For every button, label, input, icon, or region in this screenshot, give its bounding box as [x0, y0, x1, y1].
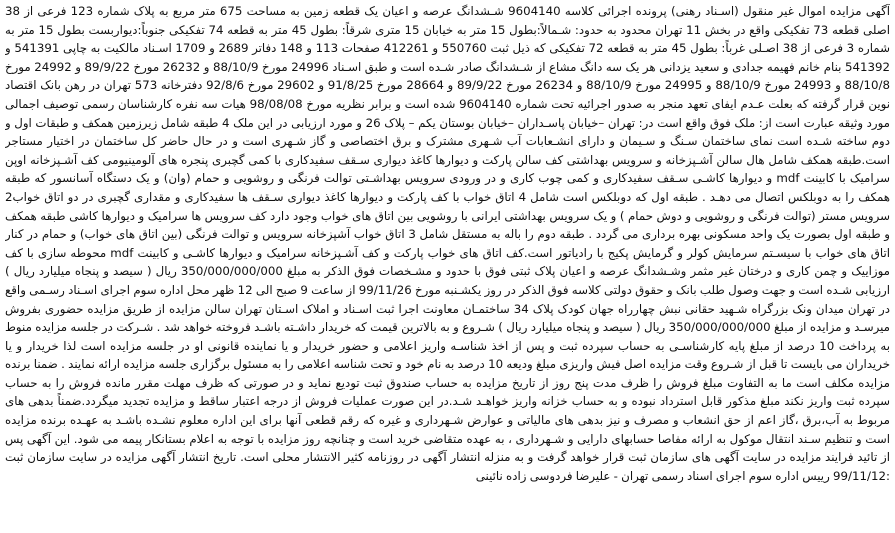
- auction-notice-body: آگهی مزایده اموال غیر منقول (اسـناد رهنی) پرونده اجرائی کلاسه 9604140 شـشدانگ عرصه و اعیان یک قطعه زمین به مساحت 675 متر مربع به پلاک شماره 123 فرعی از 38 اصلی قطعه 73 تفکیکی واقع در بخش 11 تهران محدود به حدود: شـمالاً:بطول 15 متر به خیابان 15 متری شرقاً: بطول 45 متر به قطعه 74 تفکیکی جنوباً:دیواربست بطول 15 متر به شماره 3 فرعی از 38 اصـلی غرباً: بطول 45 متر به قطعه 72 تفکیکی که ذیل ثبت 550760 و 412261 صفحات 113 و 148 دفاتر 2689 و 1709 اسـناد مالکیت به چاپی 541391 و 541392 بنام خانم فهیمه جدادی و سعید یزدانی هر یک سه دانگ مشاع از شـشدانگ صادر شـده است و طبق اسـناد 24996 مورخ 88/10/9 و 26232 مورخ 89/9/22 و 24992 مورخ 88/10/8 و 24993 مورخ 88/10/9 و 24995 مورخ 88/10/9 و 26234 مورخ 89/9/22 و 28664 مورخ 91/8/25 و 29602 مورخ 92/8/6 دفترخانه 573 تهران در رهن بانک اقتصاد نوین قرار گرفته که بعلت عـدم ایفای تعهد منجر به صدور اجرائیه تحت شماره 9604140 شده است و برابر نظریه مورخ 98/08/08 هیات سه نفره کارشناسان رسمی توصیف اجمالی مورد وثیقه عبارت است از: ملک فوق واقع است در: تهران –خیابان پاسـداران –خیابان بوستان یکم – پلاک 26 و مورد ارزیابی در این ملک 4 طبقه شامل زیرزمین همکف و طبقات اول و دوم ساخته شـده است نمای ساختمان سـنگ و سـیمان و دارای انشـعابات آب شـهری مشترک و برق اختصاصی و گاز شـهری است و در حال حاضر کل ساختمان در اختیار مستاجر است.طبقه همکف شامل هال سالن آشـپزخانه و سرویس بهداشتی کف سالن پارکت و دیوارها کاغذ دیواری سـقف سفیدکاری با کمی گچبری پنجره های آلومینیومی کف آشـپزخانه اوپن سرامیک با کابینت mdf و دیوارها کاشـی سـقف سفیدکاری و کمی چوب کاری و در ورودی سرویس بهداشـتی توالت فرنگی و روشویی و حمام (وان) و یک دستگاه آسانسور که طبقه همکف را به دوبلکس اتصال می دهـد . طبقه اول که دوبلکس است شامل 4 اتاق خواب با کف پارکت و دیوارها کاغذ دیواری سـقف ها سفیدکاری و مقداری گچبری در دو اتاق خواب2 سرویس مستر (توالت فرنگی و روشویی و دوش حمام ) و یک سرویس بهداشتی ایرانی با روشویی بین اتاق های خواب وجود دارد کف سرویس ها سرامیک و دیوارها کاشی طبقه همکف و طبقه اول بصورت یک واحد مسکونی بهره برداری می گردد . طبقه دوم را باله به مستقل شامل 3 اتاق خواب آشپزخانه سرویس و توالت فرنگی (بین اتاق های خواب) و حمام در کنار اتاق های خواب با سیسـتم سرمایش کولر و گرمایش پکیج با رادیاتور است.کف اتاق های خواب پارکت و کف آشـپزخانه سرامیک و دیوارها کاشـی و کابینت mdf محوطه سازی با کف موزاییک و چمن کاری و درختان غیر مثمر وشـشدانگ عرصه و اعیان پلاک ثبتی فوق با حدود و مشـخصات فوق الذکر به مبلغ 350/000/000/000 ریال ( سیصد و پنجاه میلیارد ریال ) ارزیابی شـده است و جهت وصول طلب بانک و حقوق دولتی کلاسه فوق الذکر در روز یکشـنبه مورخ 99/11/26 از ساعت 9 صبح الی 12 ظهر محل اداره سوم اجرای اسـناد رسـمی واقع در تهران میدان ونک بزرگراه شـهید حقانی نبش چهارراه جهان کودک پلاک 34 ساختمـان معاونت اجرا ثبت اسـناد و املاک اسـتان تهران سالن مزایده از طریق مزایده حضوری بفروش میرسـد و مزایده از مبلغ 350/000/000/000 ریال ( سیصد و پنجاه میلیارد ریال ) شـروع و به بالاترین قیمت که خریدار داشـته باشـد فروخته خواهد شد . شـرکت در جلسه مزایده منوط به پرداخت 10 درصد از مبلغ پایه کارشناسـی به حساب سپرده ثبت و پس از اخذ شناسـه واریز اعلامی و حضور خریدار و یا نماینده قانونی او در جلسه مزایده است لذا خریدار و یا خریداران می بایست تا قبل از شـروع وقت مزایده اصل فیش واریزی مبلغ ودیعه 10 درصد به نام خود و تحت شناسه اعلامی را به مسئول برگزاری جلسه مزایده ارائه نمایند . ضمنا برنده مزایده مکلف است ما به التفاوت مبلغ فروش را ظرف مدت پنج روز از تاریخ مزایده به حساب صندوق ثبت تودیع نماید و در صورتی که ظرف مهلت مقرر مانده فروش را به حساب سپرده ثبت واریز نکند مبلغ مذکور قابل استرداد نبوده و به حساب خزانه واریز خواهـد شـد.در این صورت عملیات فروش از درجه اعتبار ساقط و مزایده تجدید میگردد.ضمناً بدهی های مربوط به آب،برق ،گاز اعم از حق انشعاب و مصرف و نیز بدهی های مالیاتی و عوارض شـهرداری و غیره که رقم قطعی آنها برای این اداره معلوم نشـده باشـد به عهـده برنده مزایده است و تنظیم سـند انتقال موکول به ارائه مفاصا حسابهای دارایی و شـهرداری ، به عهده متقاضی خرید است و چنانچه روز مزایده با توجه به اعلام بستانکار پیمه می شود. این آگهی پس از تائید فرایند مزایده در سایت آگهی های سازمان ثبت قرار خواهد گرفت و به منزله انتشار آگهی در روزنامه کثیر الانتشار محلی است. تاریخ انتشار آگهی مزایده در سایت سازمان ثبت :99/11/12 رییس اداره سوم اجرای اسناد رسمی تهران - علیرضا فردوسی زاده نائینی: [5, 4, 890, 483]
- notice-page: [5, 2, 890, 529]
